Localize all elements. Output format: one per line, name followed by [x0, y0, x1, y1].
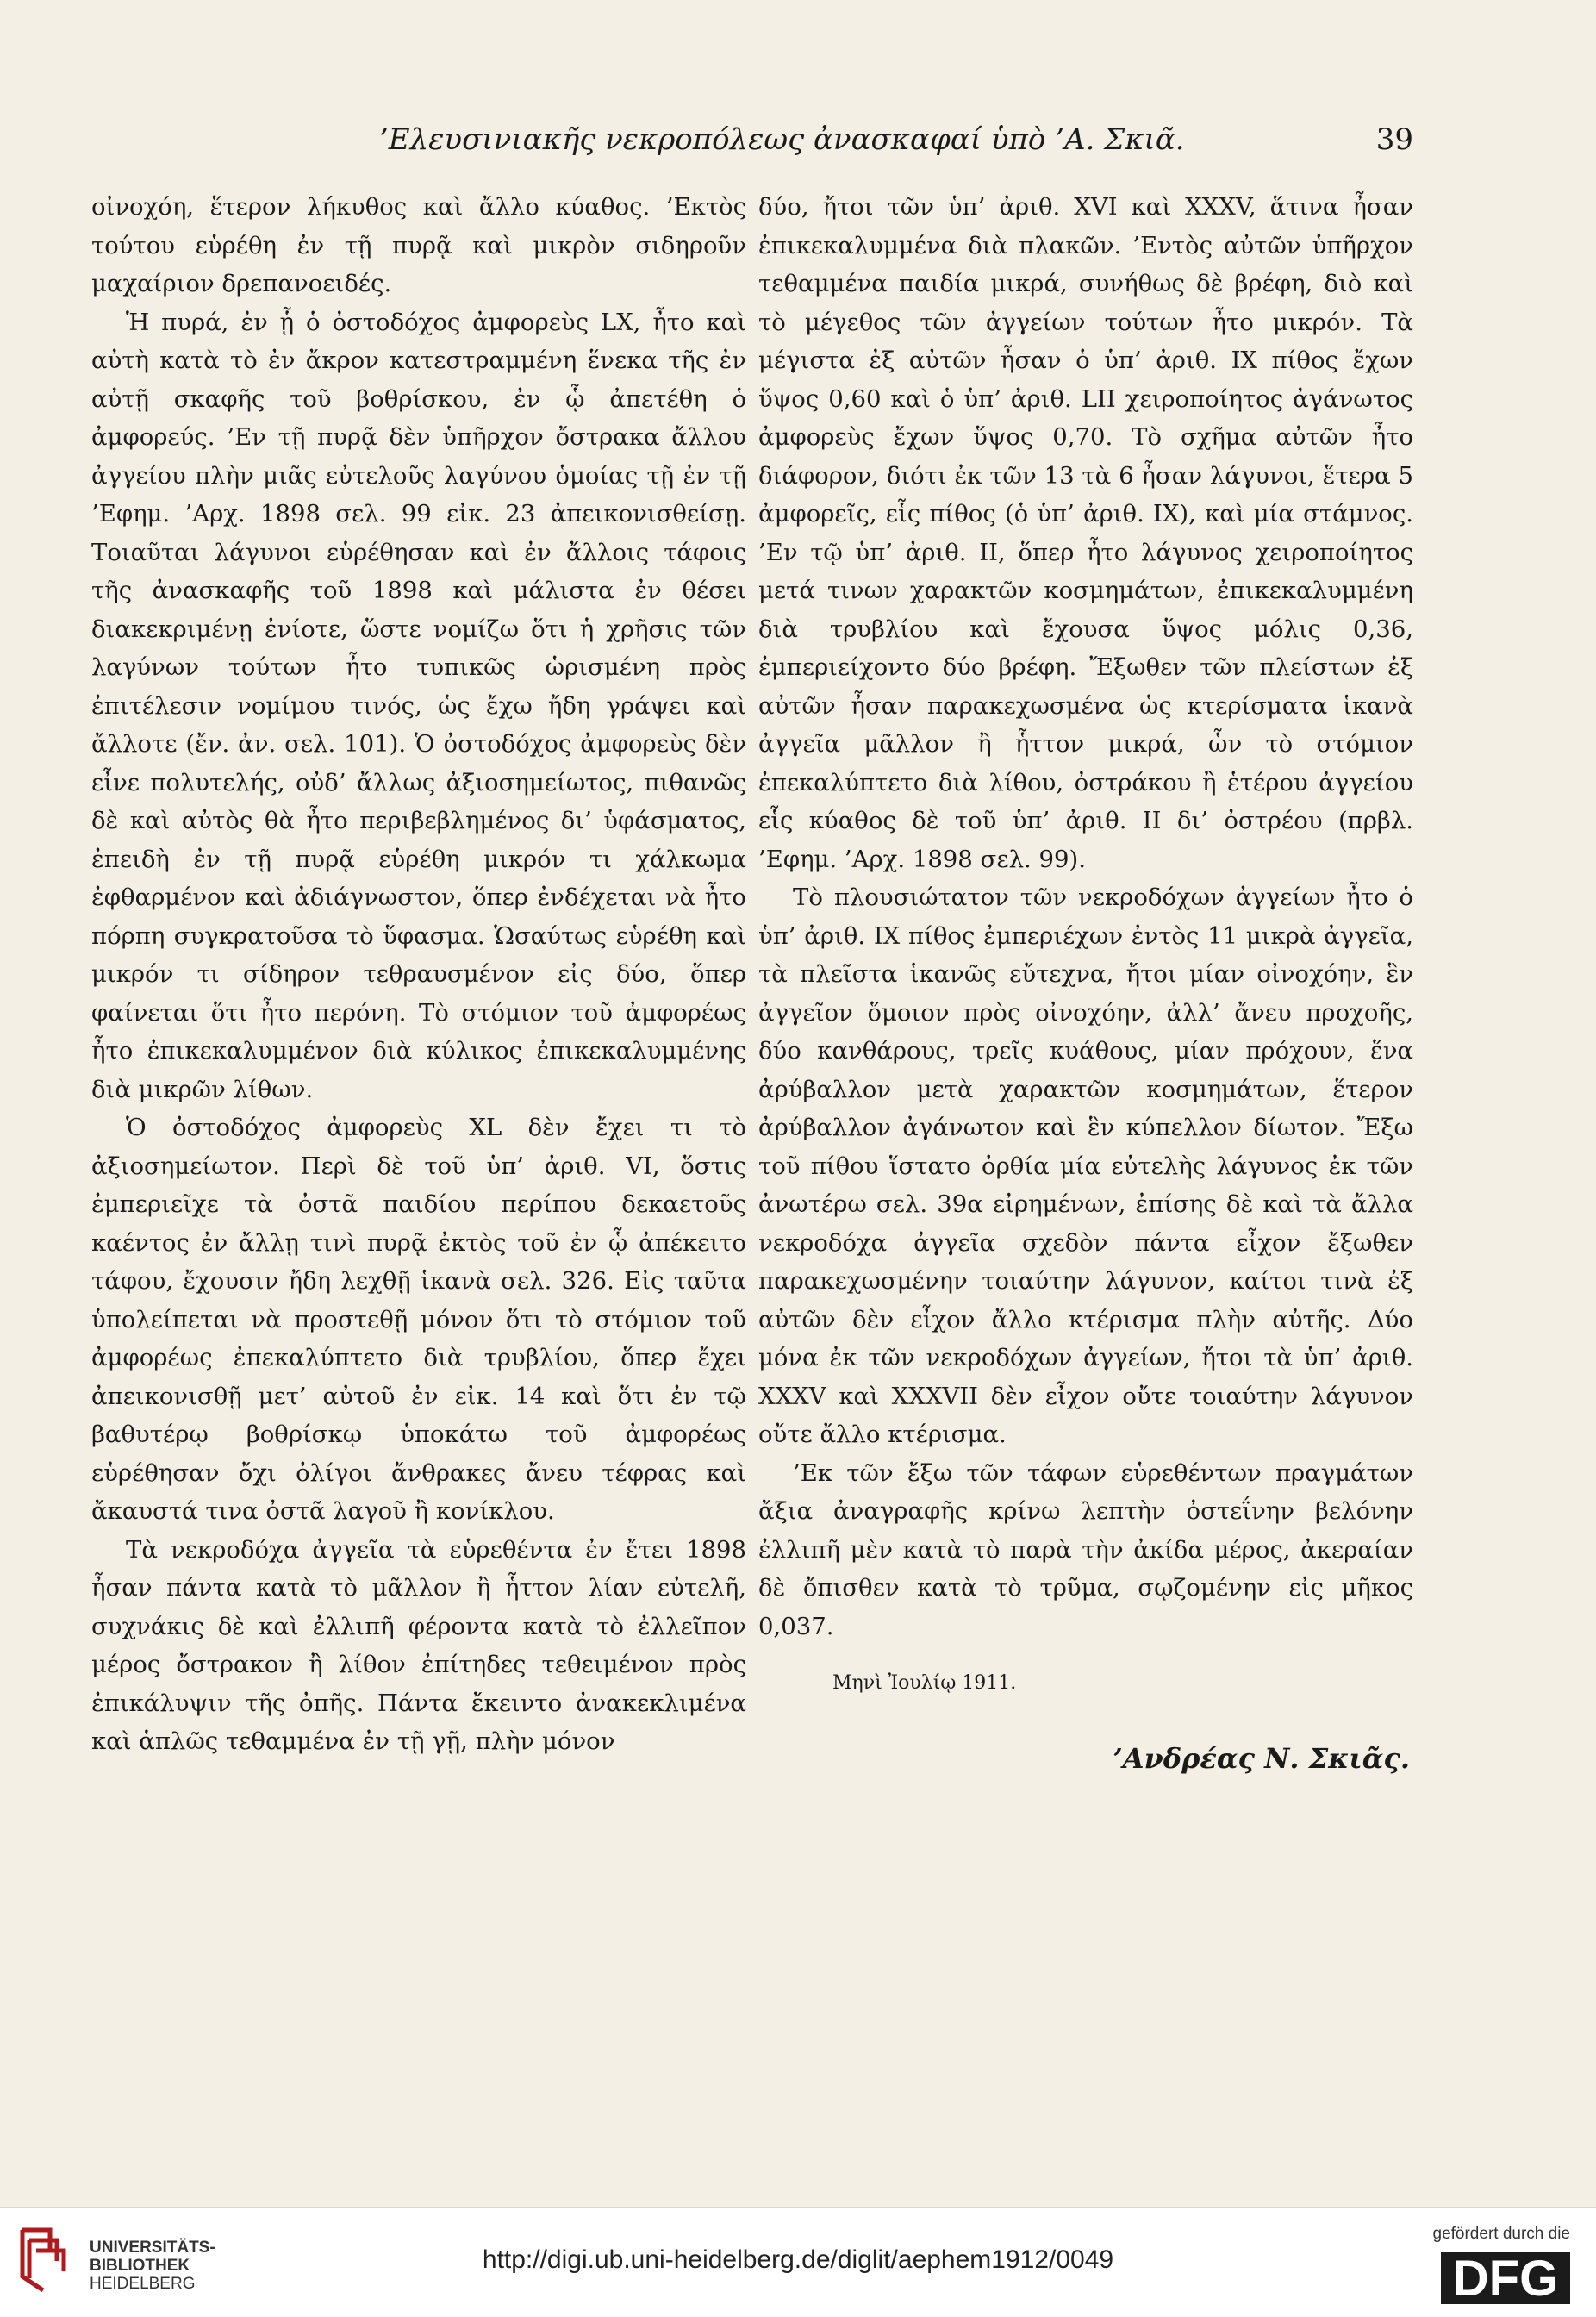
paragraph: Τὸ πλουσιώτατον τῶν νεκροδόχων ἀγγείων ἦτο ὁ ὑπ’ ἀριθ. IX πίθος ἐμπεριέχων ἐντὸς 11 μικρὰ ἀγγεῖα, τὰ πλεῖστα ἱκανῶς εὔτεχνα, ἤτοι μίαν οἰνοχόην, ἓν ἀγγεῖον ὅμοιον πρὸς οἰνοχόην, ἀλλ’ ἄνευ προχοῆς, δύο κανθάρους, τρεῖς κυάθους, μίαν πρόχουν, ἕνα ἀρύβαλλον μετὰ χαρακτῶν κοσμημάτων, ἕτερον ἀρύβαλλον ἀγάνωτον καὶ ἓν κύπελλον δίωτον. Ἔξω τοῦ πίθου ἵστατο ὀρθία μία εὐτελὴς λάγυνος ἐκ τῶν ἀνωτέρω σελ. 39α εἰρημένων, ἐπίσης δὲ καὶ τὰ ἄλλα νεκροδόχα ἀγγεῖα σχεδὸν πάντα εἶχον ἔξωθεν παρακεχωσμένην τοιαύτην λάγυνον, καίτοι τινὰ ἐξ αὐτῶν δὲν εἶχον ἄλλο κτέρισμα πλὴν αὐτῆς. Δύο μόνα ἐκ τῶν νεκροδόχων ἀγγείων, ἤτοι τὰ ὑπ’ ἀριθ. XXXV καὶ XXXVII δὲν εἶχον οὔτε τοιαύτην λάγυνον οὔτε ἄλλο κτέρισμα. [758, 884, 1413, 1448]
paragraph: Ὁ ὀστοδόχος ἀμφορεὺς XL δὲν ἔχει τι τὸ ἀξιοσημείωτον. Περὶ δὲ τοῦ ὑπ’ ἀριθ. VI, ὅστις ἐμπεριεῖχε τὰ ὀστᾶ παιδίου περίπου δεκαετοῦς καέντος ἐν ἄλλῃ τινὶ πυρᾷ ἐκτὸς τοῦ ἐν ᾧ ἀπέκειτο τάφου, ἔχουσιν ἤδη λεχθῇ ἱκανὰ σελ. 326. Εἰς ταῦτα ὑπολείπεται νὰ προστεθῇ μόνον ὅτι τὸ στόμιον τοῦ ἀμφορέως ἐπεκαλύπτετο διὰ τρυβλίου, ὅπερ ἔχει ἀπεικονισθῇ μετ’ αὐτοῦ ἐν εἰκ. 14 καὶ ὅτι ἐν τῷ βαθυτέρῳ βοθρίσκῳ ὑποκάτω τοῦ ἀμφορέως εὑρέθησαν ὄχι ὀλίγοι ἄνθρακες ἄνευ τέφρας καὶ ἄκαυστά τινα ὀστᾶ λαγοῦ ἢ κονίκλου. [91, 1114, 746, 1525]
funder-credit [1406, 2225, 1570, 2306]
right-column [758, 188, 1413, 1777]
paragraph: ’Εκ τῶν ἔξω τῶν τάφων εὑρεθέντων πραγμάτων ἄξια ἀναγραφῆς κρίνω λεπτὴν ὀστεΐνην βελόνην ἐλλιπῆ μὲν κατὰ τὸ παρὰ τὴν ἀκίδα μέρος, ἀκεραίαν δὲ ὄπισθεν κατὰ τὸ τρῦμα, σῳζομένην εἰς μῆκος 0,037. [758, 1458, 1413, 1640]
library-name-line: BIBLIOTHEK [90, 2257, 190, 2275]
funder-label: gefördert durch die [1432, 2225, 1570, 2243]
library-name-line: UNIVERSITÄTS- [90, 2239, 215, 2257]
running-header [379, 122, 1413, 166]
library-name-line: HEIDELBERG [90, 2275, 196, 2293]
paragraph: Τὰ νεκροδόχα ἀγγεῖα τὰ εὑρεθέντα ἐν ἔτει 1898 ἦσαν πάντα κατὰ τὸ μᾶλλον ἢ ἧττον λίαν εὐτελῆ, συχνάκις δὲ καὶ ἐλλιπῆ φέροντα κατὰ τὸ ἐλλεῖπον μέρος ὄστρακον ἢ λίθον ἐπίτηδες τεθειμένον πρὸς ἐπικάλυψιν τῆς ὀπῆς. Πάντα ἔκειντο ἀνακεκλιμένα καὶ ἁπλῶς τεθαμμένα ἐν τῇ γῇ, πλὴν μόνον [91, 1535, 746, 1755]
digitization-footer [0, 2207, 1596, 2317]
paragraph: Ἡ πυρά, ἐν ᾗ ὁ ὀστοδόχος ἀμφορεὺς LX, ἦτο καὶ αὐτὴ κατὰ τὸ ἐν ἄκρον κατεστραμμένη ἕνεκα τῆς ἐν αὐτῇ σκαφῆς τοῦ βοθρίσκου, ἐν ᾧ ἀπετέθη ὁ ἀμφορεύς. ’Εν τῇ πυρᾷ δὲν ὑπῆρχον ὄστρακα ἄλλου ἀγγείου πλὴν μιᾶς εὐτελοῦς λαγύνου ὁμοίας τῇ ἐν τῇ ’Εφημ. ’Αρχ. 1898 σελ. 99 εἰκ. 23 ἀπεικονισθείσῃ. Τοιαῦται λάγυνοι εὑρέθησαν καὶ ἐν ἄλλοις τάφοις τῆς ἀνασκαφῆς τοῦ 1898 καὶ μάλιστα ἐν θέσει διακεκριμένῃ ἐνίοτε, ὥστε νομίζω ὅτι ἡ χρῆσις τῶν λαγύνων τούτων ἦτο τυπικῶς ὡρισμένη πρὸς ἐπιτέλεσιν νομίμου τινός, ὡς ἔχω ἤδη γράψει καὶ ἄλλοτε (ἔν. ἀν. σελ. 101). Ὁ ὀστοδόχος ἀμφορεὺς δὲν εἶνε πολυτελής, οὐδ’ ἄλλως ἀξιοσημείωτος, πιθανῶς δὲ καὶ αὐτὸς θὰ ἦτο περιβεβλημένος δι’ ὑφάσματος, ἐπειδὴ ἐν τῇ πυρᾷ εὑρέθη μικρόν τι χάλκωμα ἐφθαρμένον καὶ ἀδιάγνωστον, ὅπερ ἐνδέχεται νὰ ἦτο πόρπη συγκρατοῦσα τὸ ὕφασμα. Ὡσαύτως εὑρέθη καὶ μικρόν τι σίδηρον τεθραυσμένον εἰς δύο, ὅπερ φαίνεται ὅτι ἦτο περόνη. Τὸ στόμιον τοῦ ἀμφορέως ἦτο ἐπικεκαλυμμένον διὰ κύλικος ἐπικεκαλυμμένης διὰ μικρῶν λίθων. [91, 308, 746, 1103]
dateline: Μηνὶ Ἰουλίῳ 1911. [832, 1672, 1017, 1694]
paragraph: οἰνοχόη, ἕτερον λήκυθος καὶ ἄλλο κύαθος. ’Εκτὸς τούτου εὑρέθη ἐν τῇ πυρᾷ καὶ μικρὸν σιδηροῦν μαχαίριον δρεπανοειδές. [91, 193, 746, 297]
dfg-logo-text: DFG [1452, 2251, 1559, 2306]
left-column [91, 188, 746, 1761]
author-signature: ’Ανδρέας Ν. Σκιᾶς. [1113, 1741, 1410, 1775]
dfg-logo-icon [1406, 2249, 1570, 2306]
page-number: 39 [1375, 122, 1413, 157]
running-title: ’Ελευσινιακῆς νεκροπόλεως ἀνασκαφαί ὑπὸ ’Α. Σκιᾶ. [379, 122, 1185, 157]
paragraph: δύο, ἤτοι τῶν ὑπ’ ἀριθ. XVI καὶ XXXV, ἅτινα ἦσαν ἐπικεκαλυμμένα διὰ πλακῶν. ’Εντὸς αὐτῶν ὑπῆρχον τεθαμμένα παιδία μικρά, συνήθως δὲ βρέφη, διὸ καὶ τὸ μέγεθος τῶν ἀγγείων τούτων ἦτο μικρόν. Τὰ μέγιστα ἐξ αὐτῶν ἦσαν ὁ ὑπ’ ἀριθ. IX πίθος ἔχων ὕψος 0,60 καὶ ὁ ὑπ’ ἀριθ. LII χειροποίητος ἀγάνωτος ἀμφορεὺς ἔχων ὕψος 0,70. Τὸ σχῆμα αὐτῶν ἦτο διάφορον, διότι ἐκ τῶν 13 τὰ 6 ἦσαν λάγυνοι, ἕτερα 5 ἀμφορεῖς, εἷς πίθος (ὁ ὑπ’ ἀριθ. IX), καὶ μία στάμνος. ’Εν τῷ ὑπ’ ἀριθ. II, ὅπερ ἦτο λάγυνος χειροποίητος μετά τινων χαρακτῶν κοσμημάτων, ἐπικεκαλυμμένη διὰ τρυβλίου καὶ ἔχουσα ὕψος μόλις 0,36, ἐμπεριείχοντο δύο βρέφη. Ἔξωθεν τῶν πλείστων ἐξ αὐτῶν ἦσαν παρακεχωσμένα ὡς κτερίσματα ἱκανὰ ἀγγεῖα μᾶλλον ἢ ἧττον μικρά, ὧν τὸ στόμιον ἐπεκαλύπτετο διὰ λίθου, ὀστράκου ἢ ἑτέρου ἀγγείου εἷς κύαθος δὲ τοῦ ὑπ’ ἀριθ. II δι’ ὀστρέου (πρβλ. ’Εφημ. ’Αρχ. 1898 σελ. 99). [758, 193, 1413, 873]
permalink-url[interactable]: http://digi.ub.uni-heidelberg.de/diglit/aephem1912/0049 [482, 2245, 1114, 2274]
